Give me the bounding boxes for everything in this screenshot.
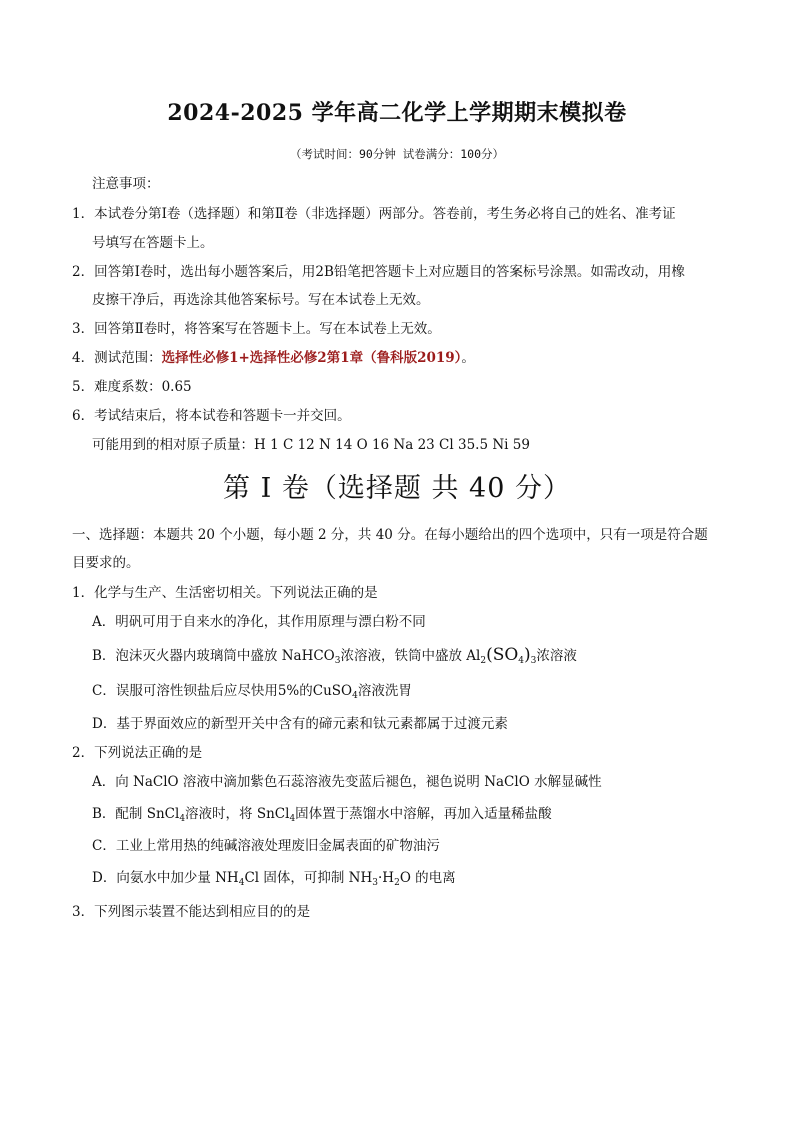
section-intro: 一、选择题：本题共 20 个小题，每小题 2 分，共 40 分。在每小题给出的四个选项中，只有一项是符合题 [72, 527, 708, 543]
section-title: 第 I 卷（选择题 共 40 分） [223, 473, 571, 504]
question-2-option-d [92, 868, 456, 893]
q2b-sub1: 4 [179, 814, 186, 824]
exam-title: 2024-2025 学年高二化学上学期期末模拟卷 [167, 100, 627, 126]
notice-item-4 [72, 348, 475, 368]
notice-item-4-suffix: 。 [461, 350, 475, 366]
q1b-sub2: 2 [480, 656, 487, 666]
q1b-paren: (SO [486, 645, 519, 665]
q2d-mid2: ·H [378, 870, 395, 886]
notice-item-2: 2．回答第Ⅰ卷时，选出每小题答案后，用2B铅笔把答题卡上对应题目的答案标号涂黑。如需改动，用橡 [72, 264, 685, 280]
q1b-paren-close: ) [524, 645, 531, 665]
question-1-stem: 1．化学与生产、生活密切相关。下列说法正确的是 [72, 585, 378, 601]
notice-item-4-prefix: 4．测试范围： [72, 350, 162, 366]
exam-subtitle: （考试时间：90分钟 试卷满分：100分） [289, 147, 505, 161]
q2d-mid: Cl 固体，可抑制 NH [244, 870, 373, 886]
notice-item-2-cont: 皮擦干净后，再选涂其他答案标号。写在本试卷上无效。 [92, 292, 430, 308]
question-2-option-b [92, 804, 552, 829]
q1c-pre: C．误服可溶性钡盐后应尽快用5%的CuSO [92, 683, 353, 699]
notice-item-3: 3．回答第Ⅱ卷时，将答案写在答题卡上。写在本试卷上无效。 [72, 321, 441, 337]
question-2-stem: 2．下列说法正确的是 [72, 745, 203, 761]
q2d-sub1: 4 [238, 878, 245, 888]
question-1-option-a: A．明矾可用于自来水的净化，其作用原理与漂白粉不同 [92, 614, 426, 630]
q2b-sub2: 4 [289, 814, 296, 824]
notice-heading: 注意事项： [92, 176, 160, 192]
q2d-sub2: 3 [372, 878, 378, 888]
q1b-sub1: 3 [334, 656, 341, 666]
question-3-stem: 3．下列图示装置不能达到相应目的的是 [72, 904, 311, 920]
q1c-sub: 4 [352, 691, 358, 701]
question-1-option-b [92, 645, 577, 671]
question-1-option-c [92, 681, 412, 706]
notice-item-1-cont: 号填写在答题卡上。 [92, 235, 214, 251]
q1c-post: 溶液洗胃 [357, 683, 412, 699]
q1b-sub3: 4 [518, 656, 525, 666]
q2d-pre: D．向氨水中加少量 NH [92, 870, 239, 886]
q1b-post: 浓溶液 [536, 648, 577, 664]
q2b-post: 固体置于蒸馏水中溶解，再加入适量稀盐酸 [295, 806, 552, 822]
q2d-post: O 的电离 [399, 870, 456, 886]
q2d-sub3: 2 [394, 878, 400, 888]
q2b-pre: B．配制 SnCl [92, 806, 180, 822]
q1b-pre: B．泡沫灭火器内玻璃筒中盛放 NaHCO [92, 648, 335, 664]
question-2-option-a: A．向 NaClO 溶液中滴加紫色石蕊溶液先变蓝后褪色，褪色说明 NaClO 水解显碱性 [92, 774, 602, 790]
notice-item-1: 1．本试卷分第Ⅰ卷（选择题）和第Ⅱ卷（非选择题）两部分。答卷前，考生务必将自己的姓名、准考证 [72, 206, 676, 222]
q2b-mid: 溶液时，将 SnCl [185, 806, 290, 822]
test-scope: 选择性必修1+选择性必修2第1章（鲁科版2019） [161, 350, 462, 366]
notice-item-5: 5．难度系数：0.65 [72, 379, 192, 395]
question-2-option-c: C．工业上常用热的纯碱溶液处理废旧金属表面的矿物油污 [92, 838, 440, 854]
q1b-sub4: 3 [530, 656, 537, 666]
atomic-masses: 可能用到的相对原子质量：H 1 C 12 N 14 O 16 Na 23 Cl 35.5 Ni 59 [92, 437, 530, 453]
question-1-option-d: D．基于界面效应的新型开关中含有的碲元素和钛元素都属于过渡元素 [92, 716, 508, 732]
notice-item-6: 6．考试结束后，将本试卷和答题卡一并交回。 [72, 408, 351, 424]
section-intro-cont: 目要求的。 [72, 555, 140, 571]
q1b-mid: 浓溶液，铁筒中盛放 Al [340, 648, 481, 664]
